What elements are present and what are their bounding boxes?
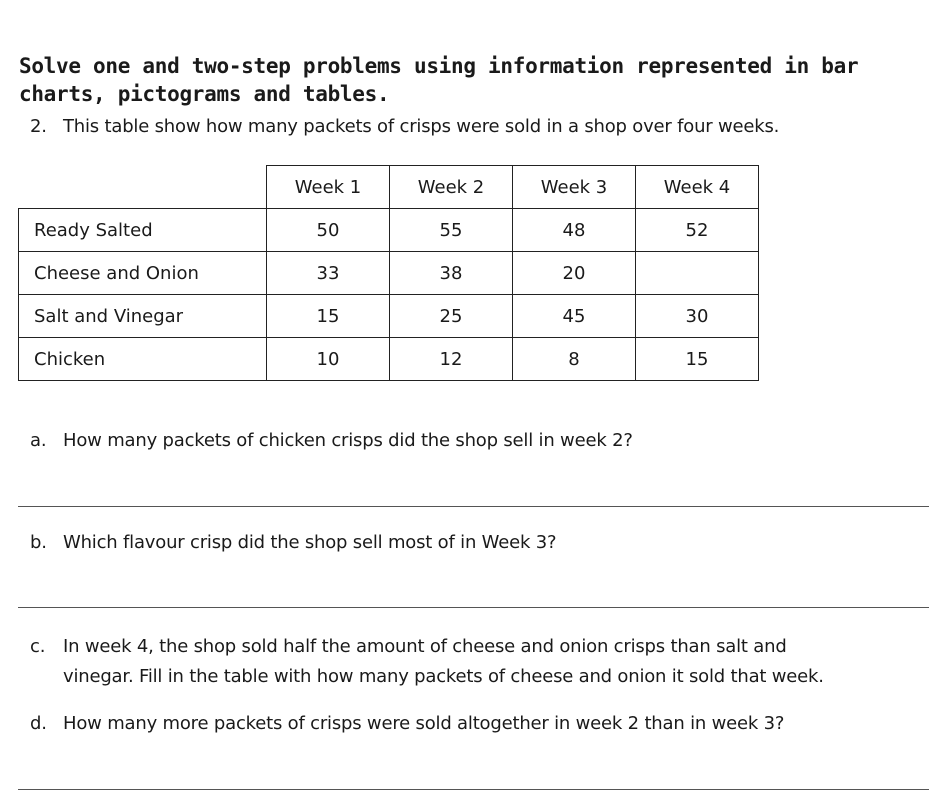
question-d <box>30 709 910 739</box>
row-label: Chicken <box>19 338 267 381</box>
table-cell: 50 <box>267 209 390 252</box>
table-cell: 10 <box>267 338 390 381</box>
question-label: c. <box>30 636 46 657</box>
table-corner-cell <box>19 166 267 209</box>
table-cell: 20 <box>513 252 636 295</box>
blank-answer-cell[interactable] <box>636 252 759 295</box>
question-b <box>30 528 910 558</box>
table-cell: 15 <box>636 338 759 381</box>
question-number: 2. <box>30 116 47 137</box>
table-row-cheese-and-onion <box>19 252 759 295</box>
question-text: Which flavour crisp did the shop sell most of in Week 3? <box>63 532 557 553</box>
answer-line-d[interactable] <box>18 789 929 790</box>
table-row-salt-and-vinegar <box>19 295 759 338</box>
table-cell: 45 <box>513 295 636 338</box>
question-label: d. <box>30 713 47 734</box>
answer-line-b[interactable] <box>18 607 929 608</box>
question-label: a. <box>30 430 47 451</box>
crisps-sales-table <box>18 165 759 381</box>
table-cell: 55 <box>390 209 513 252</box>
header-week-4: Week 4 <box>636 166 759 209</box>
table-cell: 52 <box>636 209 759 252</box>
question-a <box>30 426 910 456</box>
worksheet-title: Solve one and two-step problems using information represented in bar charts, pictograms and tables. <box>19 54 859 106</box>
table-cell: 33 <box>267 252 390 295</box>
header-week-2: Week 2 <box>390 166 513 209</box>
row-label: Ready Salted <box>19 209 267 252</box>
header-week-1: Week 1 <box>267 166 390 209</box>
table-cell: 15 <box>267 295 390 338</box>
table-cell: 30 <box>636 295 759 338</box>
question-text: How many more packets of crisps were sold altogether in week 2 than in week 3? <box>63 713 785 734</box>
table-row-chicken <box>19 338 759 381</box>
table-row-ready-salted <box>19 209 759 252</box>
row-label: Salt and Vinegar <box>19 295 267 338</box>
question-intro <box>30 112 910 142</box>
question-text-line-2: vinegar. Fill in the table with how many packets of cheese and onion it sold that week. <box>63 666 824 687</box>
table-cell: 25 <box>390 295 513 338</box>
question-label: b. <box>30 532 47 553</box>
table-cell: 8 <box>513 338 636 381</box>
table-cell: 38 <box>390 252 513 295</box>
question-intro-text: This table show how many packets of crisps were sold in a shop over four weeks. <box>63 116 780 137</box>
table-header-row <box>19 166 759 209</box>
table-cell: 48 <box>513 209 636 252</box>
question-text: How many packets of chicken crisps did the shop sell in week 2? <box>63 430 633 451</box>
question-c <box>30 632 915 692</box>
row-label: Cheese and Onion <box>19 252 267 295</box>
table-cell: 12 <box>390 338 513 381</box>
header-week-3: Week 3 <box>513 166 636 209</box>
answer-line-a[interactable] <box>18 506 929 507</box>
question-text-line-1: In week 4, the shop sold half the amount of cheese and onion crisps than salt and <box>63 636 787 657</box>
